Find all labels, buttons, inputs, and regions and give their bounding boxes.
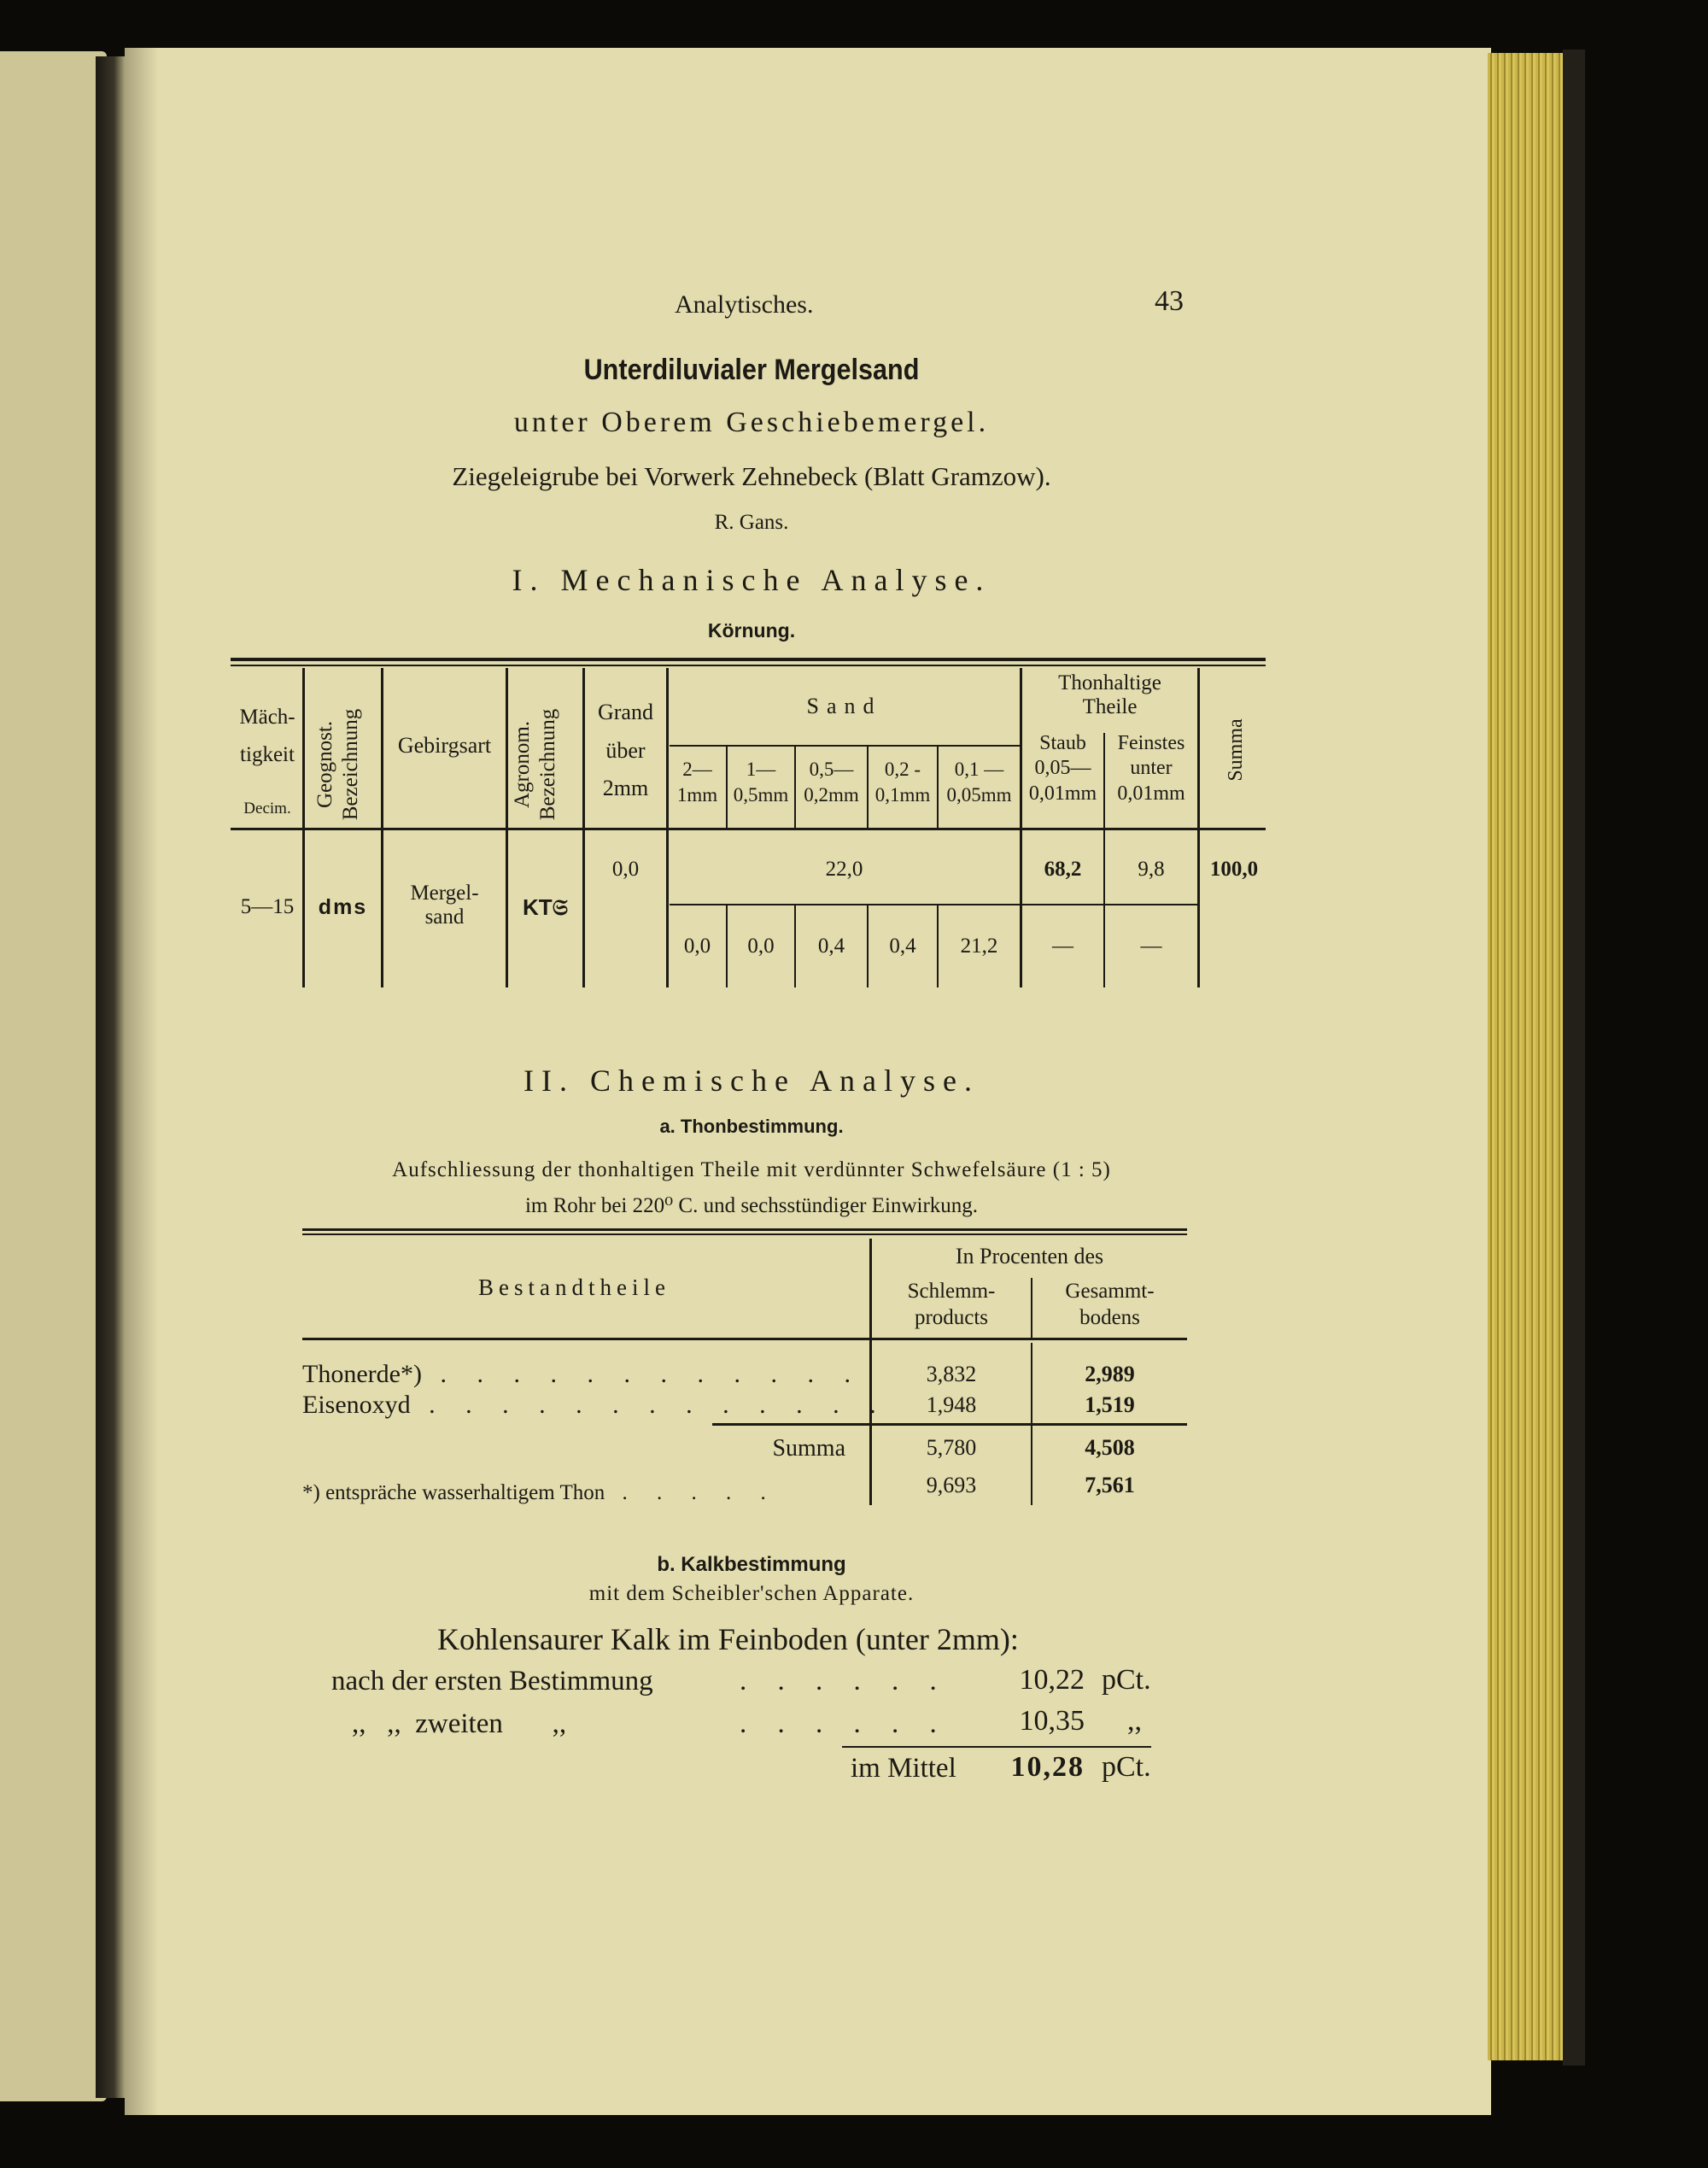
header-summa: Summa: [1225, 718, 1247, 782]
kalk-row-2-dots: . . . . . .: [740, 1708, 949, 1739]
section2-heading: II. Chemische Analyse.: [524, 1063, 980, 1098]
section2-sub-b-desc: mit dem Scheibler'schen Apparate.: [588, 1582, 915, 1605]
section2-sub-b: b. Kalkbestimmung: [657, 1553, 846, 1576]
left-page-edge: [0, 51, 107, 2101]
sand-col-header: 0,2 - 0,1mm: [874, 759, 931, 806]
leader-dots: . . . . . . . . . . . .: [421, 1360, 863, 1388]
header-gesammt: Gesammt- bodens: [1065, 1280, 1155, 1330]
header-gebirgsart: Gebirgsart: [397, 733, 492, 758]
table1-vline: [381, 668, 383, 987]
row-maechtigkeit: 5—15: [240, 895, 295, 918]
kalk-mittel-label: im Mittel: [851, 1753, 956, 1784]
footnote-schlemm: 9,693: [926, 1473, 977, 1497]
running-title: Analytisches.: [675, 290, 814, 319]
header-feinstes: Feinstes unter 0,01mm: [1117, 732, 1185, 805]
header-bestandtheile: Bestandtheile: [478, 1274, 670, 1300]
kalk-row-1-unit: pCt.: [1102, 1664, 1151, 1696]
summa-gesammt: 4,508: [1085, 1435, 1135, 1460]
row-feinstes-sub: —: [1140, 935, 1162, 958]
summa-label: Summa: [772, 1435, 845, 1462]
table1-top-rule-thin: [231, 665, 1266, 666]
header-staub: Staub 0,05— 0,01mm: [1028, 732, 1097, 805]
header-in-procenten: In Procenten des: [955, 1244, 1104, 1269]
sand-value: 0,4: [889, 935, 916, 958]
book-cover: [1563, 50, 1585, 2065]
leader-dots: . . . . . . . . . . . . .: [410, 1391, 888, 1419]
sand-col-header: 2— 1mm: [676, 759, 718, 806]
sand-col-header: 0,1 — 0,05mm: [946, 759, 1012, 806]
table2-top-rule-thin: [302, 1233, 1187, 1235]
kalk-row-2-value: 10,35: [1019, 1705, 1085, 1737]
page-number: 43: [1155, 285, 1184, 317]
book-gutter: [96, 56, 126, 2098]
sand-sub-rule: [670, 745, 1020, 747]
page-title: Unterdiluvialer Mergelsand: [583, 354, 920, 386]
header-thonhaltige: Thonhaltige Theile: [1058, 671, 1161, 718]
summa-rule: [712, 1423, 1187, 1426]
table1-top-rule: [231, 658, 1266, 661]
kalk-row-2-unit: ,,: [1127, 1705, 1142, 1737]
section2-desc-line1: Aufschliessung der thonhaltigen Theile mit verdünnter Schwefelsäure (1 : 5): [392, 1158, 1111, 1181]
header-maechtigkeit: Mäch- tigkeit: [239, 706, 295, 766]
summa-schlemm: 5,780: [926, 1435, 977, 1460]
table2-gesammt-value: 1,519: [1085, 1392, 1135, 1417]
section2-desc-line2: im Rohr bei 220⁰ C. und sechsstündiger Einwirkung.: [524, 1194, 979, 1217]
table2-top-rule: [302, 1228, 1187, 1231]
row-agronom: KT𝔖: [523, 894, 568, 920]
row-label-text: Eisenoxyd: [302, 1391, 411, 1419]
sand-value: 0,0: [747, 935, 775, 958]
header-decim: Decim.: [243, 800, 291, 817]
subtitle: unter Oberem Geschiebemergel.: [513, 407, 990, 438]
author: R. Gans.: [714, 511, 789, 534]
header-sand: Sand: [806, 694, 882, 718]
row-staub-sub: —: [1052, 935, 1073, 958]
section2-sub-a: a. Thonbestimmung.: [659, 1116, 844, 1137]
row-feinstes: 9,8: [1138, 858, 1165, 881]
table2-row-label: [302, 1360, 863, 1389]
kalk-mittel-unit: pCt.: [1102, 1751, 1151, 1783]
kalk-row-1-label: nach der ersten Bestimmung: [331, 1666, 653, 1696]
row-summa: 100,0: [1209, 858, 1259, 881]
row-label-text: Thonerde*): [302, 1360, 422, 1388]
kalk-sum-rule: [842, 1746, 1151, 1748]
sand-col-header: 0,5— 0,2mm: [804, 759, 859, 806]
page-shadow: [125, 48, 159, 2115]
row-geognost: dms: [318, 895, 368, 919]
table1-header-rule: [231, 828, 1266, 830]
table1-vline-thin: [1103, 830, 1105, 987]
kalk-row-2-label: ,, ,, zweiten ,,: [352, 1708, 567, 1739]
footnote-gesammt: 7,561: [1085, 1473, 1135, 1497]
location: Ziegeleigrube bei Vorwerk Zehnebeck (Blatt Gramzow).: [452, 461, 1051, 491]
sand-col-header: 1— 0,5mm: [733, 759, 789, 806]
row-sand-total: 22,0: [825, 858, 863, 881]
sand-value: 0,0: [683, 935, 711, 958]
section1-heading: I. Mechanische Analyse.: [512, 563, 991, 597]
table2-schlemm-value: 3,832: [926, 1362, 977, 1386]
sand-value: 21,2: [960, 935, 998, 958]
header-agronom: Agronom. Bezeichnung: [511, 708, 559, 821]
row-grand: 0,0: [611, 858, 640, 881]
header-geognost: Geognost. Bezeichnung: [313, 708, 362, 821]
kalk-row-1-value: 10,22: [1019, 1664, 1085, 1696]
row-sub-rule: [670, 904, 1199, 905]
table1-vline: [1197, 668, 1200, 987]
kalk-mittel-value: 10,28: [1010, 1751, 1085, 1783]
row-gebirgsart: Mergel- sand: [410, 882, 479, 929]
row-staub: 68,2: [1044, 858, 1082, 881]
sand-value: 0,4: [817, 935, 845, 958]
table2-header-rule: [302, 1338, 1187, 1340]
table1-vline: [506, 668, 508, 987]
table2-schlemm-value: 1,948: [926, 1392, 977, 1417]
header-schlemm: Schlemm- products: [907, 1280, 996, 1330]
footnote-label: *) entspräche wasserhaltigem Thon . . . . .: [302, 1481, 778, 1504]
header-grand: Grand über 2mm: [598, 700, 653, 801]
table2-gesammt-value: 2,989: [1085, 1362, 1135, 1386]
table2-row-label: [302, 1391, 888, 1420]
page-edges: [1488, 53, 1566, 2060]
kalk-row-1-dots: . . . . . .: [740, 1666, 949, 1696]
kalk-heading: Kohlensaurer Kalk im Feinboden (unter 2mm):: [437, 1622, 1019, 1656]
table1-vline: [302, 668, 305, 987]
section1-subheading: Körnung.: [707, 619, 796, 642]
